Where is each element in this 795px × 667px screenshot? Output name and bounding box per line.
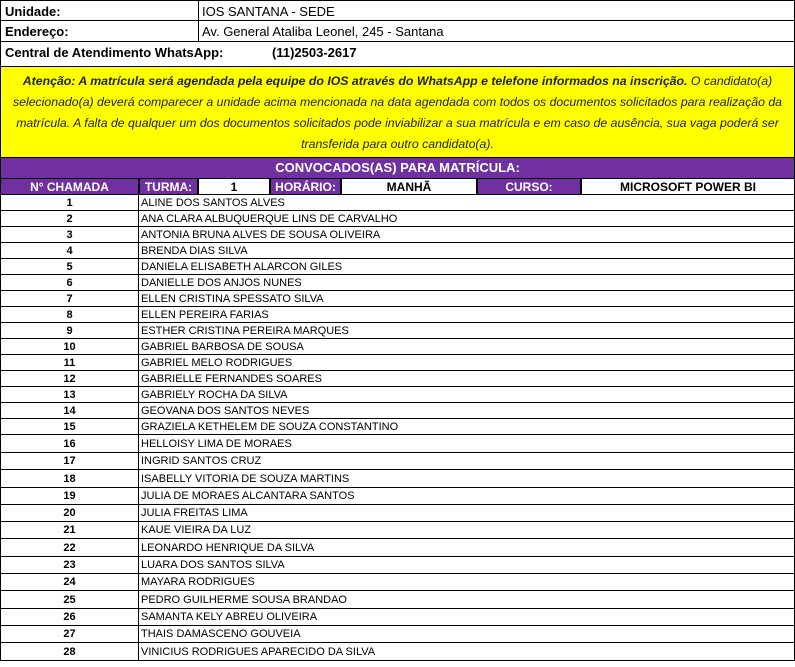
table-row — [0, 557, 795, 574]
central-row — [0, 42, 795, 66]
chamada-number: 26 — [0, 609, 139, 625]
student-name: DANIELLE DOS ANJOS NUNES — [139, 275, 795, 290]
table-row — [0, 643, 795, 661]
chamada-number: 7 — [0, 291, 139, 306]
curso-value: MICROSOFT POWER BI — [581, 178, 795, 195]
turma-label: TURMA: — [139, 178, 198, 195]
chamada-number: 5 — [0, 259, 139, 274]
chamada-number: 19 — [0, 488, 139, 504]
table-row — [0, 227, 795, 243]
chamada-number: 3 — [0, 227, 139, 242]
chamada-number: 12 — [0, 371, 139, 386]
unidade-value: IOS SANTANA - SEDE — [202, 4, 335, 19]
chamada-number: 11 — [0, 355, 139, 370]
student-name: LUARA DOS SANTOS SILVA — [139, 557, 795, 573]
table-row — [0, 339, 795, 355]
table-row — [0, 488, 795, 505]
convocados-banner: CONVOCADOS(AS) PARA MATRÍCULA: — [0, 158, 795, 178]
table-row — [0, 626, 795, 643]
notice-box — [0, 66, 795, 158]
table-row — [0, 371, 795, 387]
table-row — [0, 259, 795, 275]
turma-value: 1 — [198, 178, 270, 195]
table-row — [0, 574, 795, 591]
notice-text: O candidato(a) selecionado(a) deverá comparecer a unidade acima mencionada na data agendada com todos os documentos solicitados para realização da matrícula. A falta de qualquer um dos documentos solicitados pode inviabilizar a sua matrícula e em caso de ausência, sua vaga poderá ser transferida para outro candidato(a). — [12, 74, 783, 151]
chamada-number: 20 — [0, 505, 139, 521]
divider — [198, 21, 199, 41]
chamada-number: 21 — [0, 522, 139, 538]
table-row — [0, 307, 795, 323]
table-row — [0, 403, 795, 419]
student-name: ANTONIA BRUNA ALVES DE SOUSA OLIVEIRA — [139, 227, 795, 242]
chamada-number: 9 — [0, 323, 139, 338]
student-name: JULIA FREITAS LIMA — [139, 505, 795, 521]
unidade-label: Unidade: — [5, 4, 61, 19]
student-name: SAMANTA KELY ABREU OLIVEIRA — [139, 609, 795, 625]
endereco-label: Endereço: — [5, 24, 69, 39]
table-row — [0, 243, 795, 259]
endereco-row — [0, 21, 795, 42]
central-phone: (11)2503-2617 — [272, 45, 357, 60]
chamada-number: 13 — [0, 387, 139, 402]
table-row — [0, 195, 795, 211]
chamada-number: 23 — [0, 557, 139, 573]
table-row — [0, 355, 795, 371]
chamada-number: 15 — [0, 419, 139, 434]
student-name: DANIELA ELISABETH ALARCON GILES — [139, 259, 795, 274]
chamada-number: 27 — [0, 626, 139, 642]
student-name: GABRIEL MELO RODRIGUES — [139, 355, 795, 370]
table-row — [0, 505, 795, 522]
table-row — [0, 323, 795, 339]
student-name: GRAZIELA KETHELEM DE SOUZA CONSTANTINO — [139, 419, 795, 434]
chamada-number: 6 — [0, 275, 139, 290]
student-name: ELLEN CRISTINA SPESSATO SILVA — [139, 291, 795, 306]
chamada-number: 1 — [0, 195, 139, 210]
chamada-number: 17 — [0, 453, 139, 469]
student-name: LEONARDO HENRIQUE DA SILVA — [139, 539, 795, 556]
chamada-number: 8 — [0, 307, 139, 322]
table-row — [0, 211, 795, 227]
student-name: GABRIEL BARBOSA DE SOUSA — [139, 339, 795, 354]
table-row — [0, 522, 795, 539]
chamada-number: 18 — [0, 470, 139, 487]
student-name: ESTHER CRISTINA PEREIRA MARQUES — [139, 323, 795, 338]
chamada-number: 4 — [0, 243, 139, 258]
horario-value: MANHÃ — [341, 178, 477, 195]
table-row — [0, 453, 795, 470]
chamada-number: 25 — [0, 591, 139, 608]
chamada-number: 24 — [0, 574, 139, 590]
chamada-header: N° CHAMADA — [0, 178, 139, 195]
chamada-number: 22 — [0, 539, 139, 556]
chamada-number: 28 — [0, 643, 139, 660]
student-name: MAYARA RODRIGUES — [139, 574, 795, 590]
table-row — [0, 591, 795, 609]
student-name: ELLEN PEREIRA FARIAS — [139, 307, 795, 322]
notice-bold-text: Atenção: A matrícula será agendada pela equipe do IOS através do WhatsApp e telefone informados na inscrição. — [22, 74, 688, 88]
table-row — [0, 609, 795, 626]
student-name: KAUE VIEIRA DA LUZ — [139, 522, 795, 538]
curso-label: CURSO: — [477, 178, 581, 195]
unidade-row — [0, 0, 795, 21]
table-row — [0, 275, 795, 291]
chamada-number: 2 — [0, 211, 139, 226]
student-name: GABRIELLE FERNANDES SOARES — [139, 371, 795, 386]
student-name: ISABELLY VITORIA DE SOUZA MARTINS — [139, 470, 795, 487]
student-name: THAIS DAMASCENO GOUVEIA — [139, 626, 795, 642]
chamada-number: 10 — [0, 339, 139, 354]
chamada-number: 14 — [0, 403, 139, 418]
table-row — [0, 387, 795, 403]
table-row — [0, 291, 795, 307]
student-name: PEDRO GUILHERME SOUSA BRANDAO — [139, 591, 795, 608]
student-name: GEOVANA DOS SANTOS NEVES — [139, 403, 795, 418]
student-name: VINICIUS RODRIGUES APARECIDO DA SILVA — [139, 643, 795, 660]
table-row — [0, 435, 795, 453]
table-row — [0, 470, 795, 488]
student-name: GABRIELY ROCHA DA SILVA — [139, 387, 795, 402]
student-name: JULIA DE MORAES ALCANTARA SANTOS — [139, 488, 795, 504]
student-name: ANA CLARA ALBUQUERQUE LINS DE CARVALHO — [139, 211, 795, 226]
chamada-number: 16 — [0, 435, 139, 452]
endereco-value: Av. General Ataliba Leonel, 245 - Santana — [202, 24, 444, 39]
central-label: Central de Atendimento WhatsApp: — [5, 45, 224, 60]
student-name: HELLOISY LIMA DE MORAES — [139, 435, 795, 452]
divider — [198, 1, 199, 21]
table-row — [0, 419, 795, 435]
student-name: BRENDA DIAS SILVA — [139, 243, 795, 258]
horario-label: HORÁRIO: — [270, 178, 341, 195]
table-row — [0, 539, 795, 557]
student-name: INGRID SANTOS CRUZ — [139, 453, 795, 469]
student-name: ALINE DOS SANTOS ALVES — [139, 195, 795, 210]
